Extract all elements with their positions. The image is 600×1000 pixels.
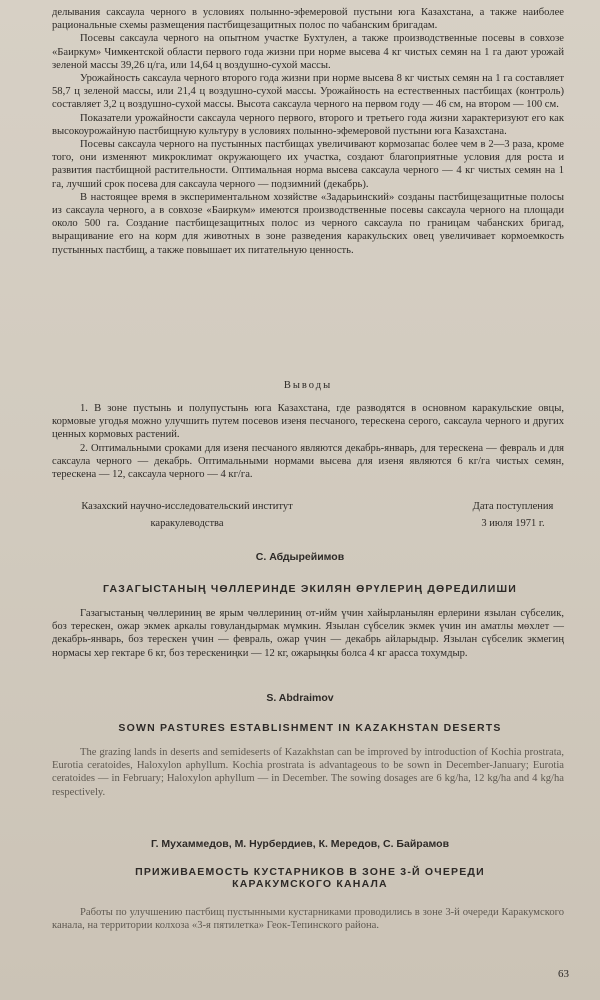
- paragraph: В настоящее время в экспериментальном хозяйстве «Задарьинский» созданы пастбищезащитные полосы из саксаула черного, а в совхозе «Баиркум» имеются производственные посевы саксаула черного на площади около 500 га. Создание пастбищезащитных полос из черного саксаула по границам чабанских бригад, выращивание его на корм для животных в зоне разведения каракульских овец увеличивает кормоемкость пустынных пастбищ, а также повышает их питательную ценность.: [52, 191, 564, 256]
- institute-line: Казахский научно-исследовательский институт: [81, 501, 293, 512]
- paragraph: Работы по улучшению пастбищ пустынными кустарниками проводились в зоне 3-й очереди Каракумского канала, на территории колхоза «3-я пятилетка» Геок-Тепинского района.: [52, 907, 564, 932]
- conclusion-item: 1. В зоне пустынь и полупустынь юга Казахстана, где разводятся в основном каракульские овцы, кормовые угодья можно улучшить путем посевов изеня песчаного, терескена серого, саксаула черного и других ценных кормовых растений.: [52, 403, 564, 441]
- next-article-title: [40, 866, 580, 890]
- summary-title: ГАЗАГЫСТАНЫҢ ЧӨЛЛЕРИНДЕ ЭКИЛЯН ӨРҮЛЕРИҢ ДӨРЕДИЛИШИ: [102, 583, 518, 595]
- main-text-block: [52, 6, 564, 257]
- institute-affiliation: [62, 498, 312, 532]
- institute-line: каракулеводства: [150, 518, 224, 529]
- received-date: 3 июля 1971 г.: [481, 518, 545, 529]
- conclusions-block: [52, 402, 564, 481]
- paragraph: Посевы саксаула черного на опытном участке Бухтулен, а также производственные посевы в совхозе «Баиркум» Чимкентской области первого года жизни при норме высева 4 кг чистых семян на 1 га дают урожай зеленой массы 39,26 ц/га, или 14,64 ц воздушно-сухой массы.: [52, 33, 564, 71]
- received-label: Дата поступления: [472, 501, 554, 512]
- page-number: 63: [558, 968, 569, 980]
- next-article-intro: [52, 906, 564, 932]
- paragraph: Посевы саксаула черного на пустынных пастбищах увеличивают кормозапас более чем в 2—3 раза, кроме того, они изменяют микроклимат окружающего их участка, создают благоприятные условия для роста и развития пастбищной растительности. Оптимальная норма высева саксаула черного — 4 кг чистых семян на 1 га, лучший срок посева для саксаула черного — подзимний (декабрь).: [52, 139, 564, 190]
- conclusion-item: 2. Оптимальными сроками для изеня песчаного являются декабрь-январь, для терескена — февраль и для саксаула черного — декабрь. Оптимальными нормами высева для изеня являются 6 кг/га чистых семян, терескена — 12, саксаула черного — 4 кг/га.: [52, 442, 564, 481]
- turkmen-summary: [52, 607, 564, 660]
- english-summary: [52, 746, 564, 799]
- author-name: С. Абдырейимов: [255, 551, 345, 563]
- title-line: ПРИЖИВАЕМОСТЬ КУСТАРНИКОВ В ЗОНЕ 3-Й ОЧЕРЕДИ: [135, 866, 485, 878]
- section-heading: Выводы: [283, 380, 333, 391]
- next-article-authors: Г. Мухаммедов, М. Нурбердиев, К. Мередов, С. Байрамов: [150, 838, 450, 850]
- paragraph: делывания саксаула черного в условиях полынно-эфемеровой пустыни юга Казахстана, а также наиболее рациональные схемы размещения пастбищезащитных полос по чабанским бригадам.: [52, 7, 564, 32]
- paragraph: Показатели урожайности саксаула черного первого, второго и третьего года жизни характеризуют его как высокоурожайную пастбищную культуру в условиях полынно-эфемеровой пустыни юга Казахстана.: [52, 112, 564, 137]
- summary-title: SOWN PASTURES ESTABLISHMENT IN KAZAKHSTAN DESERTS: [118, 722, 502, 734]
- title-line: КАРАКУМСКОГО КАНАЛА: [232, 878, 388, 890]
- paragraph: Урожайность саксаула черного второго года жизни при норме высева 8 кг чистых семян на 1 га составляет 58,7 ц зеленой массы, или 21,4 ц воздушно-сухой массы. Урожайность на естественных пастбищах (контроль) составляет 3,2 ц воздушно-сухой массы. Высота саксаула черного на первом году — 46 см, на втором — 100 см.: [52, 73, 564, 111]
- author-name: S. Abdraimov: [266, 692, 334, 704]
- summary-text: The grazing lands in deserts and semideserts of Kazakhstan can be improved by introduction of Kochia prostrata, Eurotia ceratoides, Haloxylon aphyllum. Kochia prostrata is advantageous to be sown in December-January; Eurotia ceratoides — in February; Haloxylon aphyllum — in December. The sowing dosages are 6 kg/ha, 12 kg/ha and 4 kg/ha respectively.: [52, 747, 564, 798]
- summary-text: Газагыстаның чөллериниң ве ярым чөллериниң от-ийм үчин хайырланылян ерлерини язылан сүбселик, боз терескен, ожар экмек аркалы говуландырмак мүмкин. Язылан сүбселик экмек үчин ин аматлы мөхлет — декабрь-январь, боз терескен үчин — февраль, ожар үчин — декабрь айларыдыр. Язылан сүбселик экмегиң нормасы хер гектаре 6 кг, боз терескениңки — 12 кг, ожарыңкы болса 4 кг арасса тохумдыр.: [52, 608, 564, 659]
- received-date-block: [444, 498, 582, 532]
